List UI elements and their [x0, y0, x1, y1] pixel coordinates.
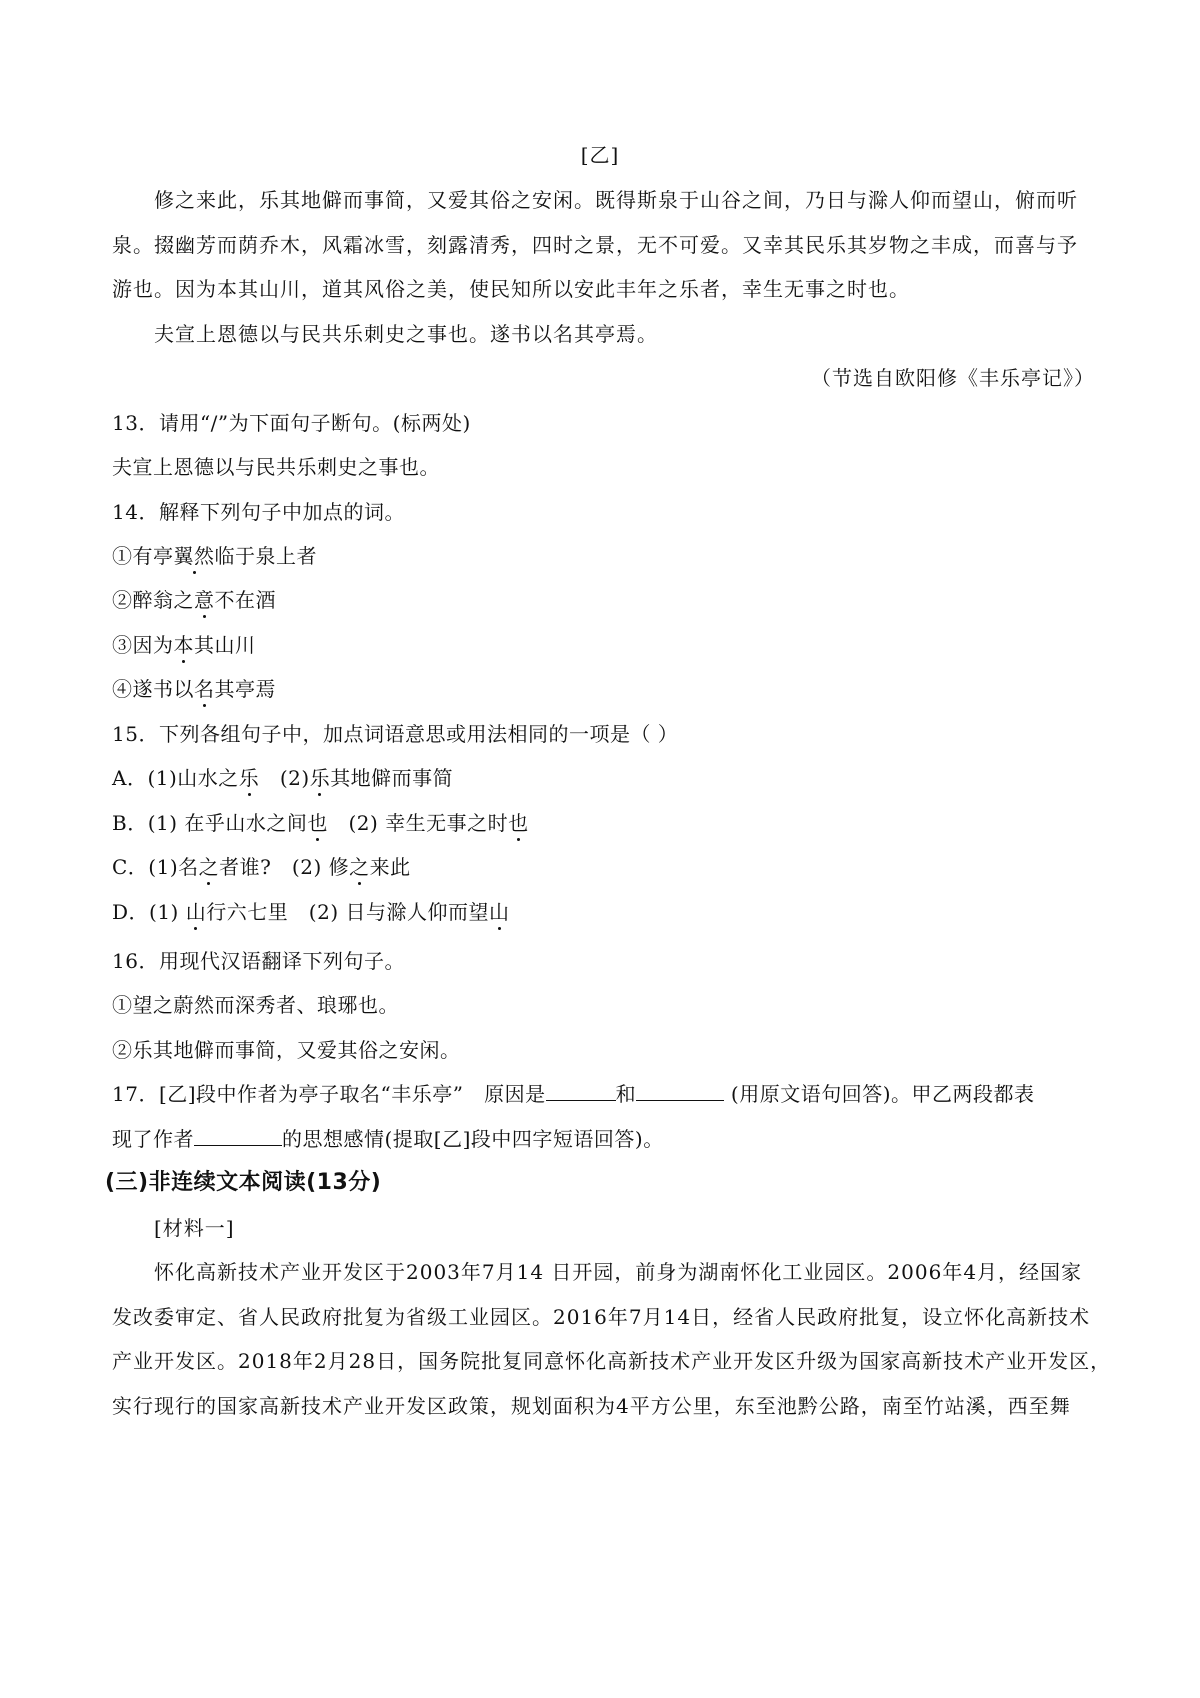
question-13-sentence: 夫宣上恩德以与民共乐刺史之事也。: [112, 455, 440, 479]
option-text: 其地僻而事简: [330, 766, 454, 790]
question-15-option-a: [112, 764, 453, 792]
material-line: 产业开发区。2018年2月28日，国务院批复同意怀化高新技术产业开发区升级为国家高新技术产业开发区，: [112, 1349, 1112, 1373]
question-13-prompt: 13．请用“/”为下面句子断句。(标两处): [112, 411, 471, 435]
material-line: 怀化高新技术产业开发区于2003年7月14 日开园，前身为湖南怀化工业园区。2006年4月，经国家: [154, 1260, 1083, 1284]
item-text: ③因为: [112, 633, 174, 657]
section-title: (三)非连续文本阅读(13分): [105, 1170, 382, 1195]
option-text: B．(1) 在乎山水之间: [112, 811, 308, 835]
option-text: 行六七里 (2) 日与滁人仰而望: [206, 900, 489, 924]
question-16-prompt: 16．用现代汉语翻译下列句子。: [112, 949, 405, 973]
item-text: 其山川: [194, 633, 256, 657]
passage-line: 夫宣上恩德以与民共乐刺史之事也。遂书以名其亭焉。: [154, 322, 658, 346]
dotted-word: 意: [194, 588, 215, 612]
dotted-word: 名: [194, 677, 215, 701]
option-text: C．(1)名: [112, 855, 199, 879]
material-line: 实行现行的国家高新技术产业开发区政策，规划面积为4平方公里，东至池黔公路，南至竹站溪，西至舞: [112, 1394, 1071, 1418]
question-14-item: [112, 542, 317, 570]
question-17-line: [112, 1125, 664, 1153]
question-text: 17．[乙]段中作者为亭子取名“丰乐亭” 原因是: [112, 1082, 546, 1106]
item-text: ④遂书以: [112, 677, 194, 701]
answer-blank[interactable]: [194, 1125, 282, 1146]
option-text: A．(1)山水之: [112, 766, 239, 790]
item-text: ①有亭: [112, 544, 174, 568]
question-15-option-b: [112, 809, 529, 837]
option-text: 者谁? (2) 修: [219, 855, 350, 879]
dotted-word: 山: [185, 900, 207, 924]
question-15-option-d: [112, 898, 510, 926]
dotted-word: 山: [489, 900, 510, 924]
question-text: 现了作者: [112, 1127, 194, 1151]
dotted-word: 之: [349, 855, 370, 879]
passage-heading: [乙]: [580, 143, 620, 167]
passage-line: 修之来此，乐其地僻而事简，又爱其俗之安闲。既得斯泉于山谷之间，乃日与滁人仰而望山，俯而听: [154, 188, 1078, 212]
item-text: 其亭焉: [214, 677, 276, 701]
dotted-word: 乐: [238, 766, 260, 790]
question-text: 和: [615, 1082, 637, 1106]
option-text: D．(1): [112, 900, 186, 924]
material-label: [材料一]: [154, 1216, 235, 1240]
passage-line: 泉。掇幽芳而荫乔木，风霜冰雪，刻露清秀，四时之景，无不可爱。又幸其民乐其岁物之丰成，而喜与予: [112, 233, 1078, 257]
question-17-line: [112, 1080, 1035, 1108]
answer-blank[interactable]: [546, 1080, 616, 1101]
dotted-word: 乐: [309, 766, 331, 790]
question-16-sentence: ①望之蔚然而深秀者、琅琊也。: [112, 993, 399, 1017]
dotted-word: 翼然: [173, 544, 215, 568]
option-text: (2): [259, 766, 310, 790]
dotted-word: 也: [307, 811, 328, 835]
question-text: 的思想感情(提取[乙]段中四字短语回答)。: [282, 1127, 664, 1151]
dotted-word: 之: [198, 855, 220, 879]
dotted-word: 本: [173, 633, 194, 657]
option-text: 来此: [369, 855, 411, 879]
question-14-item: [112, 586, 276, 614]
question-14-item: [112, 675, 276, 703]
question-15-option-c: [112, 853, 411, 881]
item-text: 不在酒: [214, 588, 276, 612]
passage-source: （节选自欧阳修《丰乐亭记》）: [811, 366, 1095, 390]
question-16-sentence: ②乐其地僻而事简，又爱其俗之安闲。: [112, 1038, 461, 1062]
item-text: ②醉翁之: [112, 588, 194, 612]
dotted-word: 也: [508, 811, 529, 835]
material-line: 发改委审定、省人民政府批复为省级工业园区。2016年7月14日，经省人民政府批复，设立怀化高新技术: [112, 1305, 1091, 1329]
item-text: 临于泉上者: [214, 544, 317, 568]
passage-line: 游也。因为本其山川，道其风俗之美，使民知所以安此丰年之乐者，幸生无事之时也。: [112, 277, 910, 301]
option-text: (2) 幸生无事之时: [327, 811, 509, 835]
answer-blank[interactable]: [636, 1080, 724, 1101]
question-15-prompt: 15．下列各组句子中，加点词语意思或用法相同的一项是（ ）: [112, 722, 679, 746]
question-text: (用原文语句回答)。甲乙两段都表: [724, 1082, 1035, 1106]
question-14-item: [112, 631, 256, 659]
question-14-prompt: 14．解释下列句子中加点的词。: [112, 500, 405, 524]
